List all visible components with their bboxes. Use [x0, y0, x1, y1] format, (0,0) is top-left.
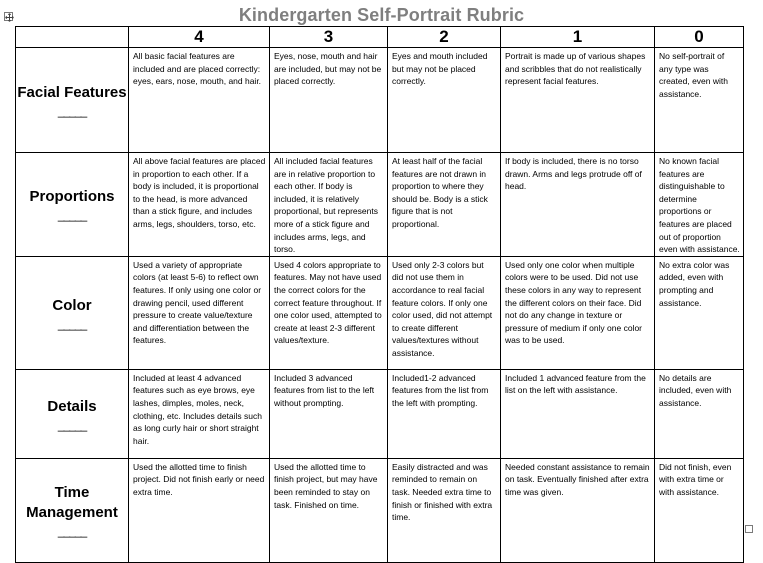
score-blank: _____ — [57, 524, 87, 539]
table-resize-handle-icon[interactable] — [745, 525, 753, 533]
criteria-text: All basic facial features are included and are placed correctly: eyes, ears, nose, mouth, and hair. — [133, 51, 262, 87]
criteria-text: Used only 2-3 colors but did not use them in accordance to real facial feature colors. If only one color used, did not attempt to create different values/textures without assistance. — [392, 259, 493, 358]
criteria-cell-2 — [388, 256, 501, 369]
category-cell — [16, 458, 129, 562]
score-header-row — [16, 27, 744, 48]
page-title: Kindergarten Self-Portrait Rubric — [238, 5, 525, 25]
criteria-cell-2 — [388, 369, 501, 458]
criteria-text: Used only one color when multiple colors were to be used. Did not use these colors in any way to represent the different colors on their face. Did not do any change in texture or pressure of medium if only one color was to be used. — [505, 259, 643, 346]
rubric-table — [15, 26, 744, 563]
criteria-text: All included facial features are in relative proportion to each other. If body is included, it is relatively proportional, but represents more of a stick figure and includes arms, legs, and torso. — [274, 156, 378, 255]
score-blank: _____ — [57, 316, 87, 331]
rubric-row-proportions — [16, 153, 744, 257]
category-cell — [16, 153, 129, 257]
category-cell — [16, 256, 129, 369]
criteria-cell-1 — [501, 458, 655, 562]
criteria-text: Included at least 4 advanced features such as eye brows, eye lashes, dimples, moles, neck, clothing, etc. Includes details such as long curly hair or short straight hair. — [133, 372, 262, 446]
header-corner-cell — [16, 27, 129, 48]
criteria-cell-0 — [655, 153, 744, 257]
criteria-text: Needed constant assistance to remain on task. Eventually finished after extra time was given. — [505, 461, 650, 497]
rubric-row-details — [16, 369, 744, 458]
criteria-cell-4 — [129, 153, 270, 257]
criteria-text: Used the allotted time to finish project, but may have been reminded to stay on task. Finished on time. — [274, 461, 378, 510]
criteria-cell-4 — [129, 369, 270, 458]
criteria-text: No self-portrait of any type was created, even with assistance. — [659, 51, 728, 99]
table-move-handle-icon[interactable] — [4, 12, 13, 21]
criteria-cell-0 — [655, 48, 744, 153]
score-header-2: 2 — [388, 27, 501, 48]
criteria-text: Easily distracted and was reminded to remain on task. Needed extra time to finish or finished with extra time. — [392, 461, 493, 523]
criteria-cell-1 — [501, 153, 655, 257]
category-name: Details — [47, 397, 97, 415]
score-header-1: 1 — [501, 27, 655, 48]
criteria-text: Included 1 advanced feature from the list on the left with assistance. — [505, 372, 646, 396]
criteria-cell-4 — [129, 256, 270, 369]
criteria-text: No extra color was added, even with prompting and assistance. — [659, 259, 730, 308]
category-cell — [16, 369, 129, 458]
score-header-0: 0 — [655, 27, 744, 48]
score-blank: _____ — [57, 208, 87, 223]
criteria-cell-0 — [655, 256, 744, 369]
criteria-cell-2 — [388, 48, 501, 153]
criteria-cell-1 — [501, 48, 655, 153]
criteria-cell-3 — [270, 48, 388, 153]
criteria-text: Included1-2 advanced features from the list from the left with prompting. — [392, 372, 489, 408]
rubric-row-time-management — [16, 458, 744, 562]
score-blank: _____ — [57, 104, 87, 118]
criteria-cell-4 — [129, 458, 270, 562]
score-blank: _____ — [57, 417, 87, 432]
criteria-text: At least half of the facial features are not drawn in proportion to where they should be. Body is a stick figure that is not proportional. — [392, 156, 488, 229]
criteria-cell-1 — [501, 369, 655, 458]
criteria-cell-2 — [388, 153, 501, 257]
criteria-text: Used 4 colors appropriate to features. May not have used the correct colors for the correct feature throughout. If one color used, attempted to create at least 2-3 different values/texture. — [274, 259, 382, 346]
category-name: Proportions — [29, 188, 115, 206]
criteria-text: Included 3 advanced features from list to the left without prompting. — [274, 372, 375, 408]
criteria-cell-4 — [129, 48, 270, 153]
category-cell — [16, 48, 129, 153]
category-name: Color — [52, 296, 92, 314]
score-header-3: 3 — [270, 27, 388, 48]
rubric-row-facial-features — [16, 48, 744, 153]
category-name: Time Management — [26, 484, 118, 522]
criteria-text: Used the allotted time to finish project. Did not finish early or need extra time. — [133, 461, 265, 497]
criteria-cell-2 — [388, 458, 501, 562]
criteria-text: Eyes, nose, mouth and hair are included, but may not be placed correctly. — [274, 51, 382, 87]
criteria-text: Eyes and mouth included but may not be placed correctly. — [392, 51, 488, 87]
criteria-cell-0 — [655, 458, 744, 562]
criteria-cell-0 — [655, 369, 744, 458]
criteria-text: Used a variety of appropriate colors (at least 5-6) to reflect own features. If only using one color or drawing pencil, used different pressure to create value/texture and differentiation between the features. — [133, 259, 262, 346]
criteria-cell-3 — [270, 256, 388, 369]
criteria-text: If body is included, there is no torso drawn. Arms and legs protrude off of head. — [505, 156, 642, 192]
criteria-text: Did not finish, even with extra time or with assistance. — [659, 461, 732, 497]
criteria-cell-3 — [270, 458, 388, 562]
rubric-row-color — [16, 256, 744, 369]
criteria-text: No known facial features are distinguishable to determine proportions or features are placed out of proportion even with assistance. — [659, 156, 740, 255]
criteria-cell-1 — [501, 256, 655, 369]
criteria-text: Portrait is made up of various shapes and scribbles that do not realistically represent facial features. — [505, 51, 646, 87]
score-header-4: 4 — [129, 27, 270, 48]
criteria-cell-3 — [270, 153, 388, 257]
criteria-cell-3 — [270, 369, 388, 458]
criteria-text: All above facial features are placed in proportion to each other. If a body is included, it is proportional to the head, is more advanced than a stick figure, and includes arms, legs, shoulders, torso, etc. — [133, 156, 266, 229]
category-name: Facial Features — [17, 84, 127, 101]
criteria-text: No details are included, even with assistance. — [659, 372, 732, 408]
